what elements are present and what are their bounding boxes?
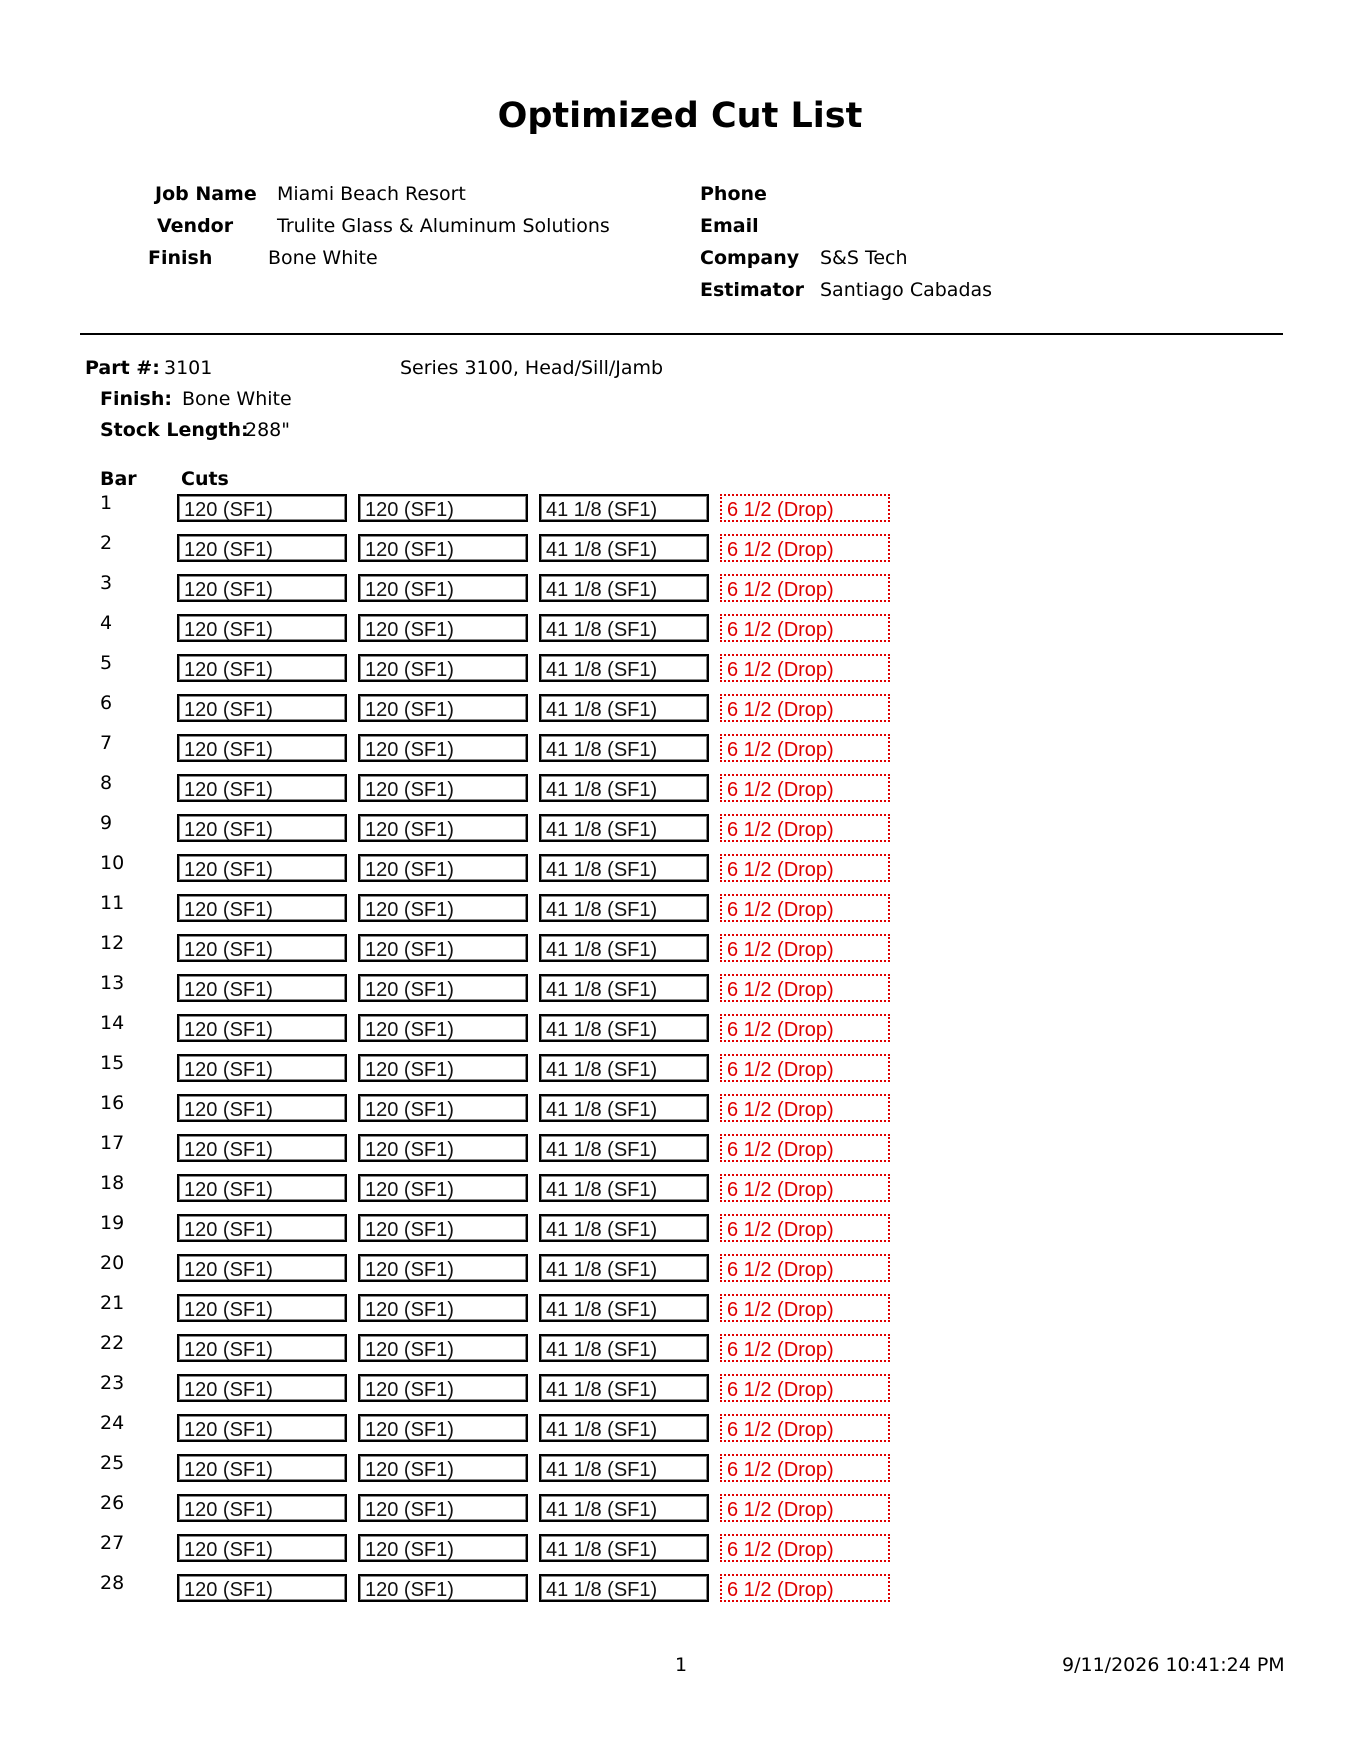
- cut-cell: 41 1/8 (SF1): [539, 614, 709, 642]
- cut-cell: 41 1/8 (SF1): [539, 694, 709, 722]
- cut-cell: 120 (SF1): [177, 1574, 347, 1602]
- cut-cell: 120 (SF1): [358, 1374, 528, 1402]
- cut-cell: 120 (SF1): [177, 694, 347, 722]
- cut-cell: 120 (SF1): [358, 1334, 528, 1362]
- cut-cell: 41 1/8 (SF1): [539, 934, 709, 962]
- drop-cell: 6 1/2 (Drop): [720, 1374, 890, 1402]
- finish-label: Finish: [148, 247, 213, 269]
- cut-cell: 120 (SF1): [177, 1214, 347, 1242]
- bar-number: 21: [100, 1292, 125, 1314]
- cut-cell: 120 (SF1): [358, 734, 528, 762]
- bar-number: 26: [100, 1492, 125, 1514]
- drop-cell: 6 1/2 (Drop): [720, 1014, 890, 1042]
- cut-cell: 120 (SF1): [177, 934, 347, 962]
- drop-cell: 6 1/2 (Drop): [720, 1494, 890, 1522]
- company-label: Company: [700, 247, 800, 269]
- cut-cell: 41 1/8 (SF1): [539, 814, 709, 842]
- cut-cell: 120 (SF1): [177, 1334, 347, 1362]
- cut-cell: 120 (SF1): [358, 1054, 528, 1082]
- bar-number: 18: [100, 1172, 125, 1194]
- email-label: Email: [700, 215, 759, 237]
- cut-cell: 41 1/8 (SF1): [539, 774, 709, 802]
- cut-cell: 120 (SF1): [177, 854, 347, 882]
- bar-number: 3: [100, 572, 113, 594]
- cut-cell: 41 1/8 (SF1): [539, 1494, 709, 1522]
- cut-cell: 120 (SF1): [358, 1254, 528, 1282]
- bar-number: 25: [100, 1452, 125, 1474]
- company-value: S&S Tech: [820, 247, 908, 269]
- drop-cell: 6 1/2 (Drop): [720, 614, 890, 642]
- drop-cell: 6 1/2 (Drop): [720, 774, 890, 802]
- cut-cell: 120 (SF1): [358, 494, 528, 522]
- cut-cell: 120 (SF1): [177, 774, 347, 802]
- bar-number: 8: [100, 772, 113, 794]
- job-name-value: Miami Beach Resort: [277, 183, 466, 205]
- cut-cell: 120 (SF1): [358, 1534, 528, 1562]
- part-finish-value: Bone White: [182, 388, 292, 410]
- part-finish-label: Finish:: [100, 388, 172, 410]
- part-label: Part #:: [85, 357, 160, 379]
- drop-cell: 6 1/2 (Drop): [720, 1574, 890, 1602]
- drop-cell: 6 1/2 (Drop): [720, 1094, 890, 1122]
- cut-cell: 41 1/8 (SF1): [539, 1454, 709, 1482]
- cut-cell: 120 (SF1): [358, 1134, 528, 1162]
- cut-cell: 120 (SF1): [177, 734, 347, 762]
- cut-cell: 120 (SF1): [358, 1174, 528, 1202]
- vendor-value: Trulite Glass & Aluminum Solutions: [277, 215, 610, 237]
- drop-cell: 6 1/2 (Drop): [720, 1294, 890, 1322]
- estimator-value: Santiago Cabadas: [820, 279, 993, 301]
- part-description: Series 3100, Head/Sill/Jamb: [400, 357, 664, 379]
- cut-cell: 41 1/8 (SF1): [539, 1534, 709, 1562]
- cut-cell: 41 1/8 (SF1): [539, 534, 709, 562]
- bar-number: 23: [100, 1372, 125, 1394]
- cut-cell: 120 (SF1): [177, 1294, 347, 1322]
- cut-cell: 120 (SF1): [358, 1494, 528, 1522]
- part-number: 3101: [164, 357, 213, 379]
- cut-cell: 41 1/8 (SF1): [539, 1014, 709, 1042]
- cut-cell: 41 1/8 (SF1): [539, 1174, 709, 1202]
- cut-cell: 41 1/8 (SF1): [539, 854, 709, 882]
- bar-number: 19: [100, 1212, 125, 1234]
- vendor-label: Vendor: [157, 215, 234, 237]
- phone-label: Phone: [700, 183, 767, 205]
- bar-number: 12: [100, 932, 125, 954]
- drop-cell: 6 1/2 (Drop): [720, 494, 890, 522]
- cut-cell: 120 (SF1): [358, 1014, 528, 1042]
- bar-number: 16: [100, 1092, 125, 1114]
- drop-cell: 6 1/2 (Drop): [720, 814, 890, 842]
- cut-cell: 120 (SF1): [177, 1374, 347, 1402]
- drop-cell: 6 1/2 (Drop): [720, 974, 890, 1002]
- cut-cell: 120 (SF1): [358, 854, 528, 882]
- cut-cell: 120 (SF1): [177, 1174, 347, 1202]
- cut-cell: 41 1/8 (SF1): [539, 1414, 709, 1442]
- drop-cell: 6 1/2 (Drop): [720, 1414, 890, 1442]
- cut-cell: 41 1/8 (SF1): [539, 974, 709, 1002]
- drop-cell: 6 1/2 (Drop): [720, 1254, 890, 1282]
- bar-number: 14: [100, 1012, 125, 1034]
- cut-cell: 120 (SF1): [177, 1534, 347, 1562]
- cut-cell: 120 (SF1): [358, 1574, 528, 1602]
- timestamp: 9/11/2026 10:41:24 PM: [1062, 1654, 1285, 1676]
- cut-cell: 120 (SF1): [358, 814, 528, 842]
- bar-number: 6: [100, 692, 113, 714]
- cut-cell: 120 (SF1): [358, 1214, 528, 1242]
- page-title: Optimized Cut List: [497, 96, 863, 136]
- drop-cell: 6 1/2 (Drop): [720, 1334, 890, 1362]
- cuts-column-header: Cuts: [181, 468, 229, 490]
- cut-cell: 120 (SF1): [358, 894, 528, 922]
- bar-number: 17: [100, 1132, 125, 1154]
- cut-cell: 120 (SF1): [358, 1294, 528, 1322]
- drop-cell: 6 1/2 (Drop): [720, 654, 890, 682]
- cut-cell: 41 1/8 (SF1): [539, 1254, 709, 1282]
- drop-cell: 6 1/2 (Drop): [720, 1534, 890, 1562]
- drop-cell: 6 1/2 (Drop): [720, 1054, 890, 1082]
- cut-cell: 41 1/8 (SF1): [539, 734, 709, 762]
- cut-cell: 120 (SF1): [177, 654, 347, 682]
- drop-cell: 6 1/2 (Drop): [720, 1214, 890, 1242]
- stock-length-value: 288": [245, 419, 291, 441]
- cut-cell: 120 (SF1): [358, 614, 528, 642]
- cut-cell: 120 (SF1): [177, 534, 347, 562]
- cut-cell: 120 (SF1): [177, 1414, 347, 1442]
- cut-cell: 120 (SF1): [177, 1494, 347, 1522]
- bar-number: 20: [100, 1252, 125, 1274]
- cut-cell: 120 (SF1): [177, 574, 347, 602]
- drop-cell: 6 1/2 (Drop): [720, 1454, 890, 1482]
- estimator-label: Estimator: [700, 279, 805, 301]
- bar-number: 9: [100, 812, 113, 834]
- cut-cell: 120 (SF1): [358, 574, 528, 602]
- cut-cell: 41 1/8 (SF1): [539, 1334, 709, 1362]
- cut-cell: 120 (SF1): [177, 1454, 347, 1482]
- bar-number: 7: [100, 732, 113, 754]
- cut-cell: 41 1/8 (SF1): [539, 654, 709, 682]
- cut-cell: 41 1/8 (SF1): [539, 574, 709, 602]
- cut-cell: 120 (SF1): [358, 974, 528, 1002]
- cut-cell: 120 (SF1): [358, 534, 528, 562]
- bar-column-header: Bar: [100, 468, 137, 490]
- cut-cell: 41 1/8 (SF1): [539, 894, 709, 922]
- page-number: 1: [675, 1654, 688, 1676]
- job-name-label: Job Name: [155, 183, 257, 205]
- cut-cell: 120 (SF1): [358, 1454, 528, 1482]
- cut-cell: 120 (SF1): [177, 1014, 347, 1042]
- cut-cell: 120 (SF1): [177, 814, 347, 842]
- cut-cell: 41 1/8 (SF1): [539, 1094, 709, 1122]
- cut-cell: 120 (SF1): [358, 654, 528, 682]
- drop-cell: 6 1/2 (Drop): [720, 534, 890, 562]
- bar-number: 11: [100, 892, 125, 914]
- bar-number: 24: [100, 1412, 125, 1434]
- drop-cell: 6 1/2 (Drop): [720, 734, 890, 762]
- cut-cell: 120 (SF1): [358, 934, 528, 962]
- cut-cell: 41 1/8 (SF1): [539, 1374, 709, 1402]
- cut-cell: 120 (SF1): [177, 1254, 347, 1282]
- cut-cell: 120 (SF1): [177, 974, 347, 1002]
- cut-cell: 41 1/8 (SF1): [539, 1214, 709, 1242]
- drop-cell: 6 1/2 (Drop): [720, 574, 890, 602]
- cut-cell: 41 1/8 (SF1): [539, 1294, 709, 1322]
- bar-number: 15: [100, 1052, 125, 1074]
- cut-cell: 120 (SF1): [358, 774, 528, 802]
- bar-number: 13: [100, 972, 125, 994]
- bar-number: 22: [100, 1332, 125, 1354]
- stock-length-label: Stock Length:: [100, 419, 249, 441]
- cut-cell: 120 (SF1): [177, 894, 347, 922]
- cut-cell: 120 (SF1): [358, 1414, 528, 1442]
- cut-cell: 41 1/8 (SF1): [539, 1134, 709, 1162]
- drop-cell: 6 1/2 (Drop): [720, 1174, 890, 1202]
- bar-number: 5: [100, 652, 113, 674]
- cut-cell: 120 (SF1): [177, 494, 347, 522]
- cut-cell: 120 (SF1): [177, 614, 347, 642]
- cut-cell: 120 (SF1): [177, 1054, 347, 1082]
- cut-cell: 41 1/8 (SF1): [539, 494, 709, 522]
- drop-cell: 6 1/2 (Drop): [720, 934, 890, 962]
- bar-number: 28: [100, 1572, 125, 1594]
- bar-number: 4: [100, 612, 113, 634]
- cut-cell: 120 (SF1): [358, 694, 528, 722]
- finish-value: Bone White: [268, 247, 378, 269]
- cut-cell: 41 1/8 (SF1): [539, 1054, 709, 1082]
- bar-number: 10: [100, 852, 125, 874]
- cut-cell: 120 (SF1): [177, 1134, 347, 1162]
- bar-number: 1: [100, 492, 113, 514]
- drop-cell: 6 1/2 (Drop): [720, 1134, 890, 1162]
- header-divider: [80, 333, 1283, 335]
- bar-number: 2: [100, 532, 113, 554]
- drop-cell: 6 1/2 (Drop): [720, 894, 890, 922]
- cut-cell: 120 (SF1): [358, 1094, 528, 1122]
- drop-cell: 6 1/2 (Drop): [720, 854, 890, 882]
- cut-cell: 41 1/8 (SF1): [539, 1574, 709, 1602]
- drop-cell: 6 1/2 (Drop): [720, 694, 890, 722]
- bar-number: 27: [100, 1532, 125, 1554]
- cut-cell: 120 (SF1): [177, 1094, 347, 1122]
